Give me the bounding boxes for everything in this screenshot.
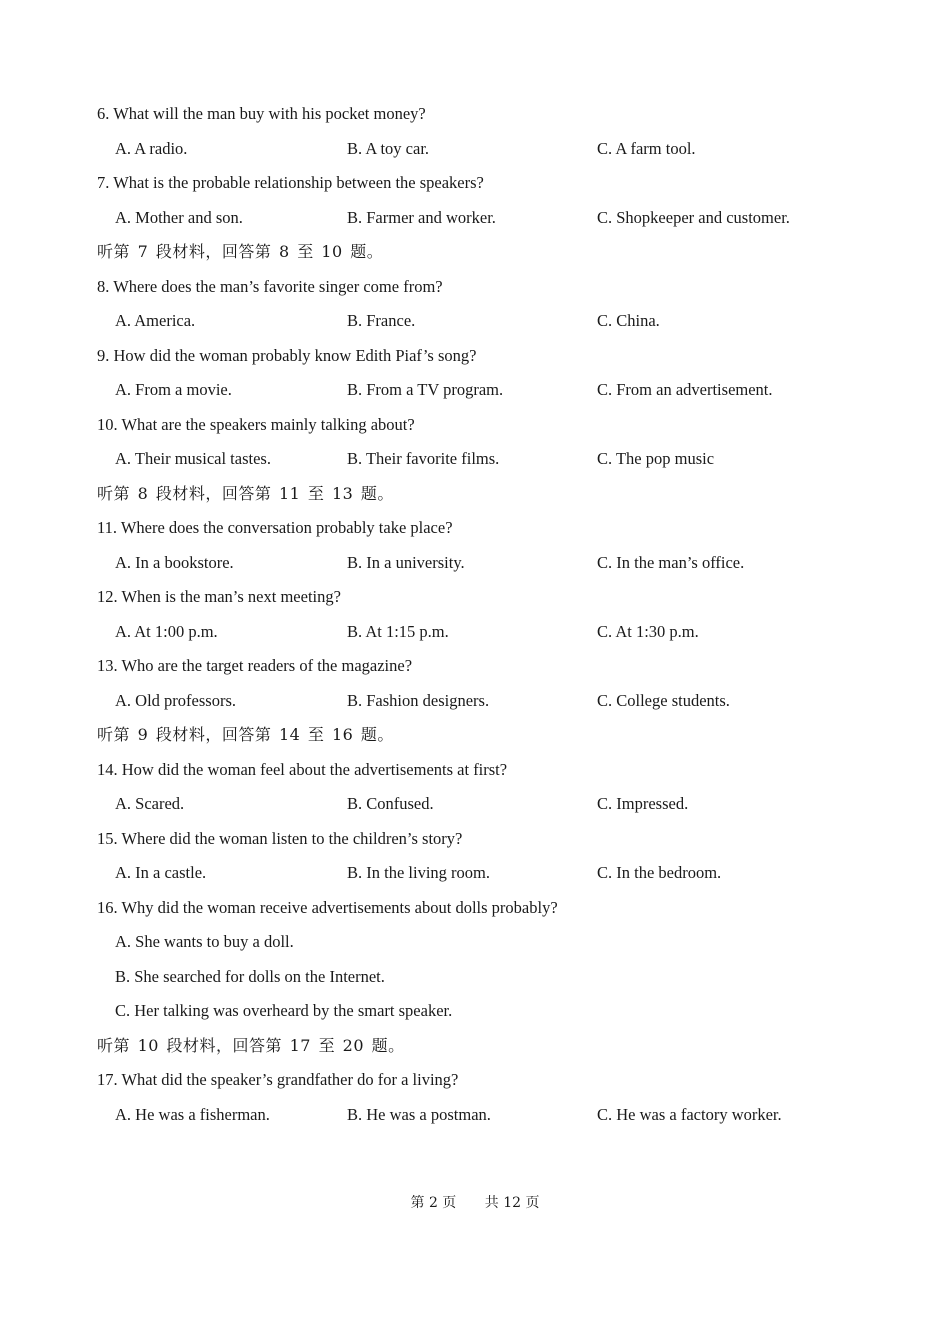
- option-17-c: C. He was a factory worker.: [597, 1104, 782, 1124]
- option-9-b: B. From a TV program.: [347, 380, 504, 399]
- question-9: 9. How did the woman probably know Edith Piaf’s song?: [97, 345, 477, 365]
- question-6: 6. What will the man buy with his pocket money?: [97, 104, 426, 123]
- options-10: [97, 442, 897, 477]
- options-11: [97, 546, 897, 581]
- option-15-b: B. In the living room.: [347, 863, 490, 882]
- question-12: 12. When is the man’s next meeting?: [97, 587, 341, 606]
- option-11-a: A. In a bookstore.: [115, 552, 234, 572]
- page-total: 共 12 页: [484, 1195, 540, 1211]
- option-11-b: B. In a university.: [347, 552, 465, 572]
- options-8: [97, 304, 897, 339]
- question-11: 11. Where does the conversation probably take place?: [97, 518, 453, 537]
- option-15-a: A. In a castle.: [115, 863, 207, 882]
- option-8-a: A. America.: [115, 311, 196, 330]
- option-12-a: A. At 1:00 p.m.: [115, 621, 218, 641]
- section-note-10: 听第 10 段材料，回答第 17 至 20 题。: [97, 1035, 405, 1055]
- option-10-a: A. Their musical tastes.: [115, 449, 271, 468]
- page-number: 第 2 页: [410, 1195, 457, 1211]
- options-9: [97, 373, 897, 408]
- options-15: [97, 856, 897, 891]
- option-12-c: C. At 1:30 p.m.: [597, 621, 699, 641]
- section-note-8: 听第 8 段材料，回答第 11 至 13 题。: [97, 483, 394, 503]
- page-footer: [0, 1192, 950, 1212]
- option-16-b: B. She searched for dolls on the Internet.: [115, 966, 385, 986]
- question-15: 15. Where did the woman listen to the children’s story?: [97, 828, 463, 848]
- question-8: 8. Where does the man’s favorite singer come from?: [97, 276, 443, 296]
- option-15-c: C. In the bedroom.: [597, 863, 722, 882]
- option-9-c: C. From an advertisement.: [597, 380, 773, 399]
- question-7: 7. What is the probable relationship between the speakers?: [97, 173, 484, 192]
- option-7-b: B. Farmer and worker.: [347, 207, 496, 227]
- option-14-a: A. Scared.: [115, 794, 185, 813]
- option-10-c: C. The pop music: [597, 449, 715, 468]
- option-16-c: C. Her talking was overheard by the smart speaker.: [115, 1001, 453, 1020]
- option-13-a: A. Old professors.: [115, 690, 236, 710]
- question-17: 17. What did the speaker’s grandfather do for a living?: [97, 1070, 459, 1089]
- section-note-7: 听第 7 段材料，回答第 8 至 10 题。: [97, 242, 384, 261]
- option-6-c: C. A farm tool.: [597, 138, 696, 158]
- option-8-c: C. China.: [597, 311, 660, 330]
- options-7: [97, 201, 897, 236]
- question-14: 14. How did the woman feel about the advertisements at first?: [97, 759, 508, 779]
- question-13: 13. Who are the target readers of the magazine?: [97, 656, 413, 675]
- option-13-c: C. College students.: [597, 690, 730, 710]
- option-11-c: C. In the man’s office.: [597, 552, 745, 572]
- option-7-a: A. Mother and son.: [115, 207, 243, 227]
- option-14-c: C. Impressed.: [597, 794, 689, 813]
- option-7-c: C. Shopkeeper and customer.: [597, 207, 790, 227]
- options-12: [97, 615, 897, 650]
- option-14-b: B. Confused.: [347, 794, 434, 813]
- section-note-9: 听第 9 段材料，回答第 14 至 16 题。: [97, 725, 394, 744]
- option-8-b: B. France.: [347, 311, 416, 330]
- option-12-b: B. At 1:15 p.m.: [347, 621, 449, 641]
- options-14: [97, 787, 897, 822]
- option-16-a: A. She wants to buy a doll.: [115, 932, 294, 951]
- option-17-a: A. He was a fisherman.: [115, 1104, 270, 1124]
- option-6-a: A. A radio.: [115, 138, 188, 158]
- option-6-b: B. A toy car.: [347, 138, 430, 158]
- options-17: [97, 1098, 897, 1133]
- option-10-b: B. Their favorite films.: [347, 449, 500, 468]
- option-13-b: B. Fashion designers.: [347, 690, 490, 710]
- options-6: [97, 132, 897, 167]
- option-17-b: B. He was a postman.: [347, 1104, 491, 1124]
- options-13: [97, 684, 897, 719]
- question-list: [97, 97, 897, 1132]
- question-10: 10. What are the speakers mainly talking about?: [97, 414, 415, 434]
- option-9-a: A. From a movie.: [115, 380, 232, 399]
- question-16: 16. Why did the woman receive advertisements about dolls probably?: [97, 897, 558, 917]
